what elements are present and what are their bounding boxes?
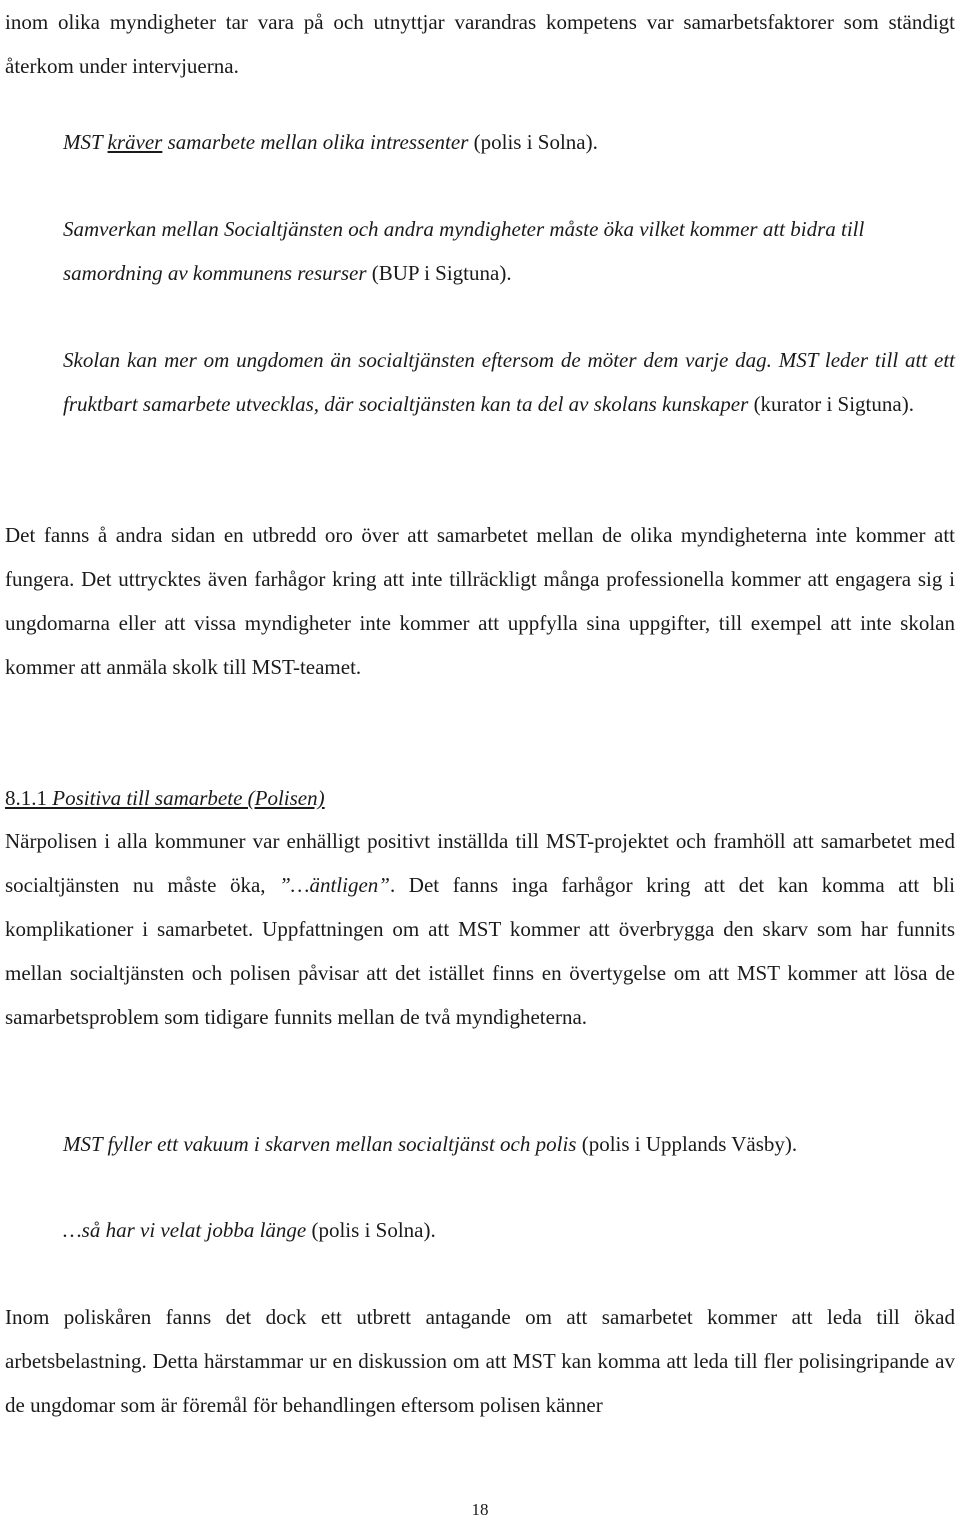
- page-number: 18: [471, 1500, 489, 1519]
- quote-upplands-vasby-police: [63, 1122, 955, 1166]
- quote-source: (polis i Solna).: [306, 1218, 436, 1242]
- paragraph-concerns: Det fanns å andra sidan en utbredd oro över att samarbetet mellan de olika myndigheterna inte kommer att fungera. Det uttrycktes även farhågor kring att inte tillräckligt många professionella kommer att engagera sig i ungdomarna eller att vissa myndigheter inte kommer att uppfylla sina uppgifter, till exempel att inte skolan kommer att anmäla skolk till MST-teamet.: [5, 523, 955, 679]
- section-title: Positiva till samarbete (Polisen): [47, 786, 325, 810]
- paragraph-workload: Inom poliskåren fanns det dock ett utbrett antagande om att samarbetet kommer att leda till ökad arbetsbelastning. Detta härstammar ur en diskussion om att MST kan komma att leda till fler polisingripande av de ungdomar som är föremål för behandlingen eftersom polisen känner: [5, 1305, 955, 1417]
- quote-text: Samverkan mellan Socialtjänsten och andra myndigheter måste öka vilket kommer att bidra till samordning av kommunens resurser: [63, 217, 865, 285]
- quote-kurator-sigtuna: [63, 338, 955, 426]
- quote-text: MST fyller ett vakuum i skarven mellan socialtjänst och polis: [63, 1132, 577, 1156]
- section-heading: [5, 776, 325, 820]
- quote-text: …så har vi velat jobba länge: [63, 1218, 307, 1242]
- quote-bup-sigtuna: [63, 207, 955, 295]
- quote-source: (BUP i Sigtuna).: [366, 261, 512, 285]
- paragraph-intro: inom olika myndigheter tar vara på och utnyttjar varandras kompetens var samarbetsfaktorer som ständigt återkom under intervjuerna.: [5, 10, 955, 78]
- quote-solna-police-2: [63, 1208, 955, 1252]
- quote-source: (kurator i Sigtuna).: [748, 392, 914, 416]
- quote-solna-police: [63, 120, 955, 164]
- section-number: 8.1.1: [5, 786, 47, 810]
- emphasis-antligen: ”…äntligen”: [279, 873, 390, 897]
- quote-source: (polis i Solna).: [468, 130, 598, 154]
- quote-text: MST kräver samarbete mellan olika intressenter: [63, 130, 469, 154]
- quote-text: Skolan kan mer om ungdomen än socialtjänsten eftersom de möter dem varje dag. MST leder till att ett fruktbart samarbete utvecklas, där socialtjänsten kan ta del av skolans kunskaper: [63, 348, 955, 416]
- quote-source: (polis i Upplands Väsby).: [576, 1132, 798, 1156]
- paragraph-police-positive: Närpolisen i alla kommuner var enhälligt positivt inställda till MST-projektet och framhöll att samarbetet med socialtjänsten nu måste öka, ”…äntligen”. Det fanns inga farhågor kring att det kan komma att bli komplikationer i samarbetet. Uppfattningen om att MST kommer att överbrygga den skarv som har funnits mellan socialtjänsten och polisen påvisar att det istället finns en övertygelse om att MST kommer att lösa de samarbetsproblem som tidigare funnits mellan de två myndigheterna.: [5, 829, 955, 1029]
